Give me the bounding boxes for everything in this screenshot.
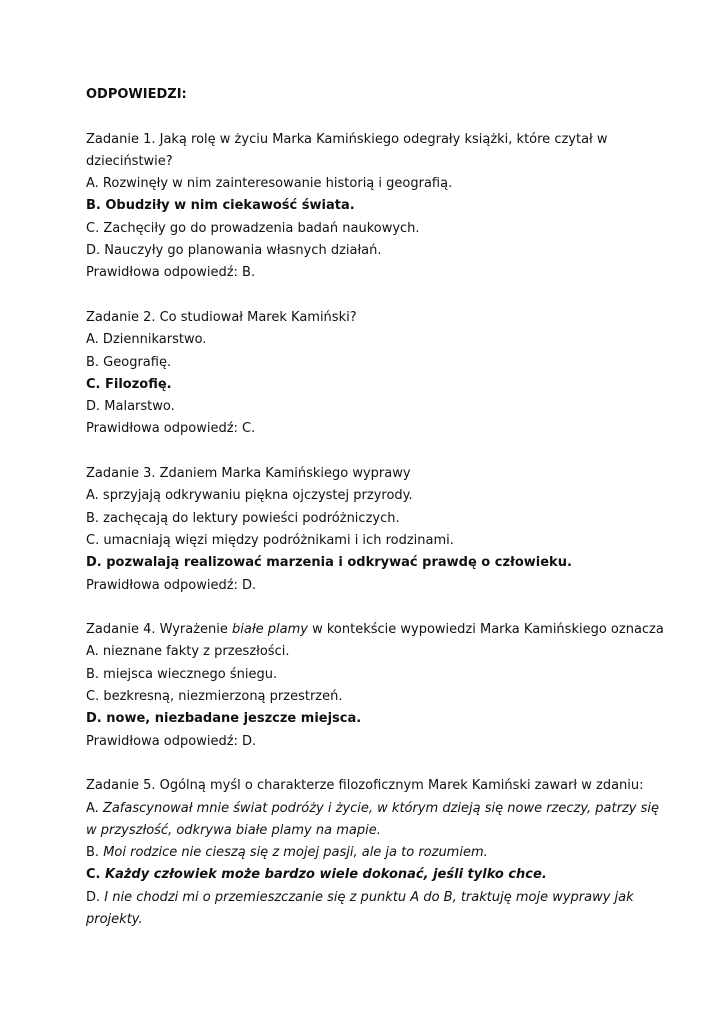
task-5-option-d-cont: projekty.: [86, 911, 143, 927]
task-1-option-c: C. Zachęciły go do prowadzenia badań naukowych.: [86, 220, 420, 236]
task-5: [86, 775, 659, 931]
task-4-question: [86, 619, 664, 641]
task-4-option-d-correct: D. nowe, niezbadane jeszcze miejsca.: [86, 711, 362, 727]
task-2-option-a: A. Dziennikarstwo.: [86, 332, 207, 348]
task-3-option-c: C. umacniają więzi między podróżnikami i ich rodzinami.: [86, 532, 454, 548]
task-1: [86, 129, 656, 285]
task-1-option-a: A. Rozwinęły w nim zainteresowanie historią i geografią.: [86, 176, 453, 192]
task-5-option-a-letter: A.: [86, 800, 103, 816]
task-5-option-a-cont: w przyszłość, odkrywa białe plamy na mapie.: [86, 822, 381, 838]
task-3-answer: Prawidłowa odpowiedź: D.: [86, 577, 257, 593]
task-3: [86, 463, 656, 597]
task-5-option-c-letter: C.: [86, 867, 106, 883]
task-2-question: Zadanie 2. Co studiował Marek Kamiński?: [86, 309, 357, 325]
task-1-question-cont: dzieciństwie?: [86, 153, 173, 169]
task-2-option-b: B. Geografię.: [86, 354, 172, 370]
task-5-question: Zadanie 5. Ogólną myśl o charakterze filozoficznym Marek Kamiński zawarł w zdaniu:: [86, 778, 644, 794]
task-5-option-a-text: Zafascynował mnie świat podróży i życie, w którym dzieją się nowe rzeczy, patrzy się: [102, 800, 659, 816]
task-4-question-pre: Zadanie 4. Wyrażenie: [86, 622, 233, 638]
task-3-option-d-correct: D. pozwalają realizować marzenia i odkrywać prawdę o człowieku.: [86, 555, 572, 571]
task-4-option-a: A. nieznane fakty z przeszłości.: [86, 644, 290, 660]
task-5-option-b-letter: B.: [86, 845, 104, 861]
spacer: [86, 753, 656, 775]
task-5-option-d-text: I nie chodzi mi o przemieszczanie się z punktu A do B, traktuję moje wyprawy jak: [104, 889, 634, 905]
task-3-option-a: A. sprzyjają odkrywaniu piękna ojczystej przyrody.: [86, 488, 413, 504]
task-5-option-c-correct: [86, 864, 656, 886]
task-1-question: Zadanie 1. Jaką rolę w życiu Marka Kamińskiego odegrały książki, które czytał w: [86, 131, 608, 147]
task-5-option-d: [86, 887, 656, 909]
page-heading: ODPOWIEDZI:: [86, 87, 187, 102]
task-1-answer: Prawidłowa odpowiedź: B.: [86, 265, 256, 281]
task-4: [86, 619, 664, 753]
task-2-option-c-correct: C. Filozofię.: [86, 376, 172, 392]
task-1-option-b-correct: B. Obudziły w nim ciekawość świata.: [86, 198, 355, 214]
task-4-answer: Prawidłowa odpowiedź: D.: [86, 733, 257, 749]
task-3-question: Zadanie 3. Zdaniem Marka Kamińskiego wyprawy: [86, 466, 411, 482]
spacer: [86, 285, 656, 307]
task-5-option-c-text: Każdy człowiek może bardzo wiele dokonać, jeśli tylko chce.: [105, 867, 547, 883]
task-3-option-b: B. zachęcają do lektury powieści podróżniczych.: [86, 510, 400, 526]
answer-sheet: [86, 84, 664, 931]
task-2: [86, 307, 656, 441]
spacer: [86, 106, 656, 128]
task-2-answer: Prawidłowa odpowiedź: C.: [86, 421, 256, 437]
task-4-option-c: C. bezkresną, niezmierzoną przestrzeń.: [86, 689, 343, 705]
task-4-question-emphasis: białe plamy: [232, 622, 308, 638]
spacer: [86, 441, 656, 463]
task-4-question-post: w kontekście wypowiedzi Marka Kamińskiego oznacza: [307, 622, 664, 638]
task-5-option-b-text: Moi rodzice nie cieszą się z mojej pasji, ale ja to rozumiem.: [103, 845, 488, 861]
task-5-option-b: [86, 842, 656, 864]
task-5-option-d-letter: D.: [86, 889, 105, 905]
task-4-option-b: B. miejsca wiecznego śniegu.: [86, 666, 278, 682]
task-5-option-a: [86, 798, 659, 820]
task-2-option-d: D. Malarstwo.: [86, 399, 175, 415]
task-1-option-d: D. Nauczyły go planowania własnych działań.: [86, 243, 382, 259]
spacer: [86, 597, 656, 619]
